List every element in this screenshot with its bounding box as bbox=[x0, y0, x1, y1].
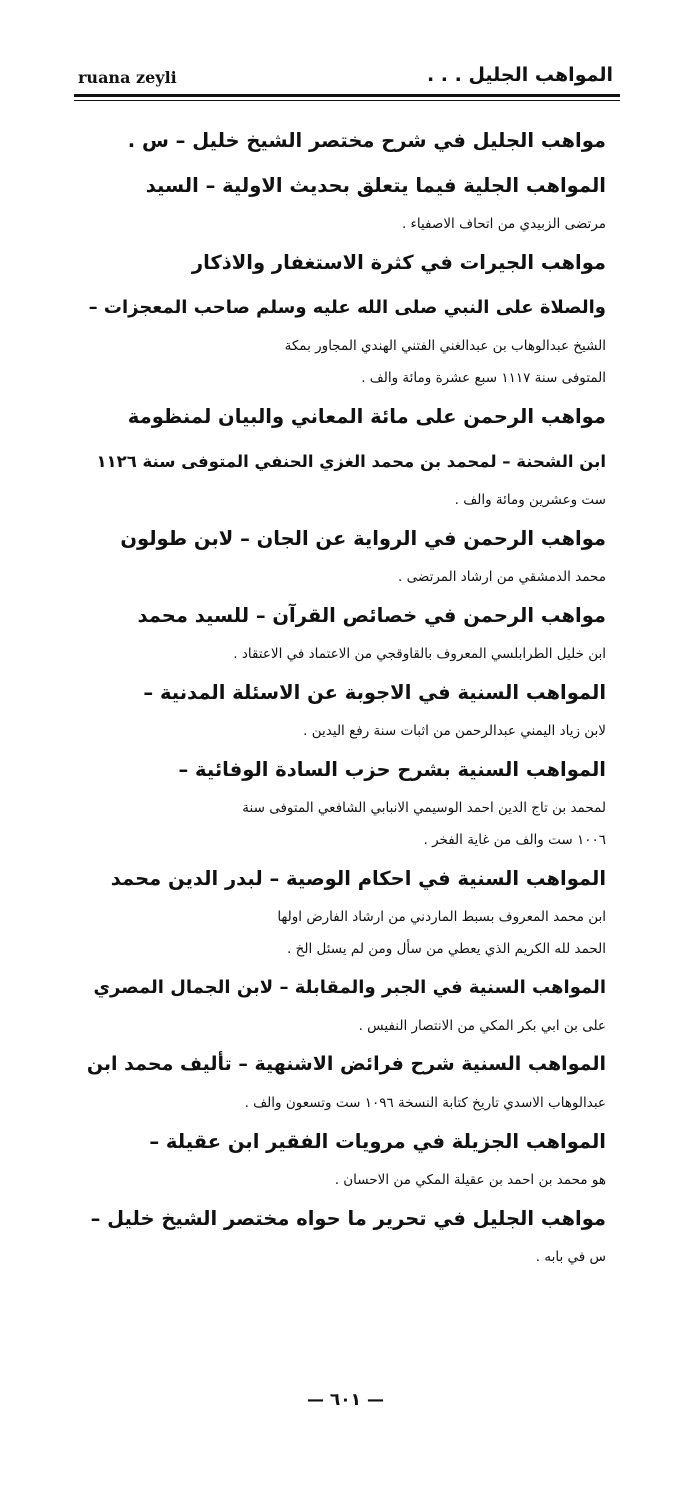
entry-note-line: لمحمد بن تاج الدين احمد الوسيمي الانبابي الشافعي المتوفى سنة bbox=[242, 800, 606, 816]
header-rule-thin bbox=[74, 100, 620, 101]
entry-note-line: الحمد لله الكريم الذي يعطي من سأل ومن لم يسئل الخ . bbox=[287, 941, 606, 957]
entry-title-line: مواهب الجليل في شرح مختصر الشيخ خليل – س . bbox=[127, 129, 606, 152]
entry-note-line: محمد الدمشقي من ارشاد المرتضى . bbox=[398, 569, 606, 585]
page-number: — ٦٠١ — bbox=[307, 1390, 384, 1410]
entry-note-line: على بن ابي بكر المكي من الانتصار النفيس . bbox=[358, 1018, 606, 1034]
entry-title-line: المواهب الجزيلة في مرويات الفقير ابن عقيلة – bbox=[149, 1130, 606, 1153]
entry-note-line: ابن محمد المعروف بسبط الماردني من ارشاد الفارض اولها bbox=[277, 909, 606, 925]
entry-title-line: مواهب الرحمن على مائة المعاني والبيان لمنظومة bbox=[127, 405, 606, 428]
entry-note-line: المتوفى سنة ١١١٧ سبع عشرة ومائة والف . bbox=[361, 370, 606, 386]
entry-note-line: مرتضى الزبيدي من اتحاف الاصفياء . bbox=[401, 216, 606, 232]
header-left-text: ruana zeyli bbox=[78, 68, 177, 87]
entry-note-line: لابن زياد اليمني عبدالرحمن من اثبات سنة رفع اليدين . bbox=[303, 723, 606, 739]
entry-title-line: مواهب الرحمن في خصائص القرآن – للسيد محمد bbox=[137, 604, 606, 627]
entry-title-line: المواهب السنية بشرح حزب السادة الوفائية – bbox=[178, 758, 606, 781]
entry-note-line: الشيخ عبدالوهاب بن عبدالغني الفتني الهندي المجاور بمكة bbox=[284, 338, 606, 354]
entry-title-line: المواهب السنية في الجبر والمقابلة – لابن الجمال المصري bbox=[93, 977, 606, 998]
entry-title-line: مواهب الرحمن في الرواية عن الجان – لابن طولون bbox=[120, 527, 606, 550]
header-title: المواهب الجليل . . . bbox=[426, 64, 613, 86]
entry-title-line: مواهب الجيرات في كثرة الاستغفار والاذكار bbox=[191, 251, 606, 274]
entry-title-line: والصلاة على النبي صلى الله عليه وسلم صاحب المعجزات – bbox=[88, 297, 606, 318]
entry-title-line: المواهب الجلية فيما يتعلق بحديث الاولية – السيد bbox=[145, 174, 606, 197]
entry-note-line: ست وعشرين ومائة والف . bbox=[454, 492, 606, 508]
entry-note-line: ابن خليل الطرابلسي المعروف بالقاوقجي من الاعتماد في الاعتقاد . bbox=[233, 646, 606, 662]
entry-note-line: هو محمد بن احمد بن عقيلة المكي من الاحسان . bbox=[334, 1172, 606, 1188]
entry-title-line: ابن الشحنة – لمحمد بن محمد الغزي الحنفي المتوفى سنة ١١٢٦ bbox=[96, 452, 606, 471]
entry-note-line: س في بابه . bbox=[535, 1249, 606, 1265]
entry-note-line: عبدالوهاب الاسدي تاريخ كتابة النسخة ١٠٩٦ ست وتسعون والف . bbox=[244, 1095, 606, 1111]
entry-title-line: المواهب السنية شرح فرائض الاشنهية – تأليف محمد ابن bbox=[86, 1053, 606, 1075]
page-body bbox=[86, 118, 606, 1273]
entry-note-line: ١٠٠٦ ست والف من غاية الفخر . bbox=[423, 832, 606, 848]
header-rule-thick bbox=[74, 94, 620, 97]
entry-title-line: مواهب الجليل في تحرير ما حواه مختصر الشيخ خليل – bbox=[90, 1207, 606, 1230]
entry-title-line: المواهب السنية في الاجوبة عن الاسئلة المدنية – bbox=[143, 681, 606, 704]
entry-title-line: المواهب السنية في احكام الوصية – لبدر الدين محمد bbox=[110, 867, 606, 890]
running-header bbox=[70, 62, 621, 92]
